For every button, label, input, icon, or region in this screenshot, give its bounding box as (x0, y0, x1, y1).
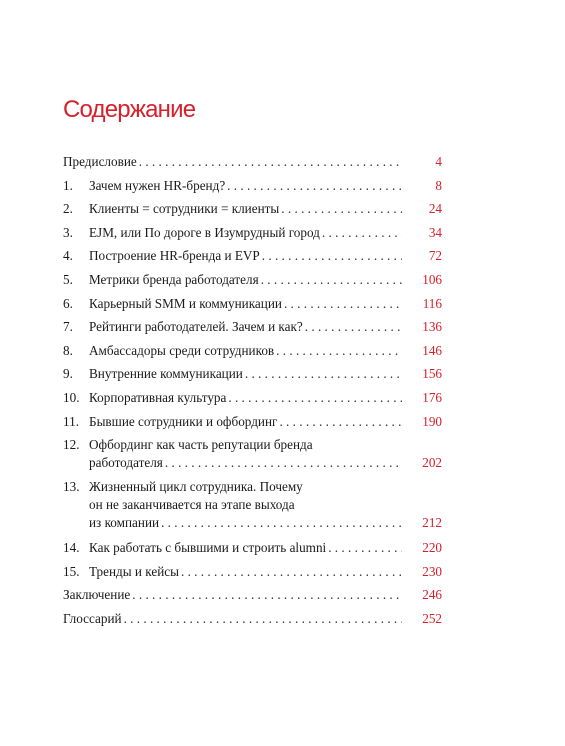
toc-entry-body (89, 539, 442, 557)
toc-entry-leader-row (89, 365, 442, 383)
toc-entry-body (89, 271, 442, 289)
toc-entry-body (89, 342, 442, 360)
toc-entry-page-number: 156 (422, 366, 442, 382)
toc-entry-page-number: 72 (428, 248, 442, 264)
toc-entry-number: 11. (63, 413, 79, 429)
toc-entry-title-line: Карьерный SMM и коммуникации (89, 295, 282, 311)
toc-entry-leader-row (89, 247, 442, 265)
toc-entry[interactable] (63, 177, 442, 195)
toc-entry-page-number: 190 (422, 413, 442, 429)
dot-leader (261, 271, 402, 289)
toc-entry-number: 1. (63, 177, 73, 193)
dot-leader (139, 153, 402, 171)
toc-entry-body (89, 563, 442, 581)
dot-leader (276, 342, 402, 360)
toc-entry-number: 10. (63, 389, 80, 405)
table-of-contents (63, 153, 442, 634)
toc-entry[interactable] (63, 224, 442, 242)
dot-leader (132, 586, 402, 604)
toc-entry-leader-row (89, 318, 442, 336)
toc-entry-body (89, 389, 442, 407)
toc-entry[interactable] (63, 389, 442, 407)
toc-entry-body (89, 318, 442, 336)
dot-leader (328, 539, 402, 557)
dot-leader (305, 318, 402, 336)
toc-entry-body (89, 177, 442, 195)
toc-entry[interactable] (63, 200, 442, 218)
toc-entry-title-line: Зачем нужен HR-бренд? (89, 177, 226, 193)
dot-leader (227, 177, 402, 195)
toc-entry-body (63, 586, 442, 604)
dot-leader (281, 200, 402, 218)
toc-entry-body (89, 413, 442, 431)
toc-entry-page-number: 24 (428, 201, 442, 217)
toc-entry[interactable] (63, 342, 442, 360)
toc-entry-title-line: работодателя (89, 455, 163, 471)
toc-entry-page-number: 212 (422, 515, 442, 531)
toc-entry-page-number: 146 (422, 342, 442, 358)
toc-entry-number: 12. (63, 437, 80, 453)
toc-entry-title-line: EJM, или По дороге в Изумрудный город (89, 224, 320, 240)
toc-entry-number: 13. (63, 479, 80, 495)
toc-entry-body (89, 200, 442, 218)
toc-entry-title-line: Бывшие сотрудники и офбординг (89, 413, 278, 429)
toc-entry-leader-row (89, 539, 442, 557)
toc-entry-page-number: 136 (422, 319, 442, 335)
dot-leader (322, 224, 402, 242)
toc-entry-leader-row (89, 454, 442, 472)
toc-entry-title-line: Метрики бренда работодателя (89, 271, 259, 287)
toc-entry-leader-row (89, 200, 442, 218)
toc-entry[interactable] (63, 318, 442, 336)
toc-entry-title-line: Внутренние коммуникации (89, 366, 243, 382)
dot-leader (161, 514, 402, 532)
toc-entry[interactable] (63, 295, 442, 313)
toc-entry-title-line: Построение HR-бренда и EVP (89, 248, 260, 264)
toc-entry-page-number: 202 (422, 455, 442, 471)
toc-entry-title-line: Предисловие (63, 154, 137, 169)
toc-entry[interactable] (63, 478, 442, 532)
toc-entry-title-line: Заключение (63, 587, 131, 603)
toc-entry-page-number: 4 (435, 154, 442, 169)
toc-entry-title-line: Тренды и кейсы (89, 563, 179, 579)
toc-entry[interactable] (63, 247, 442, 265)
toc-entry-leader-row (63, 610, 442, 628)
toc-entry-number: 6. (63, 295, 73, 311)
toc-entry-leader-row (89, 177, 442, 195)
toc-entry-body (63, 610, 442, 628)
toc-entry-title-line: Жизненный цикл сотрудника. Почему (89, 479, 303, 495)
toc-entry-leader-row (63, 153, 442, 171)
toc-entry[interactable] (63, 539, 442, 557)
toc-entry-title-line: Офбординг как часть репутации бренда (89, 437, 313, 453)
dot-leader (279, 413, 402, 431)
toc-entry-title-line: Рейтинги работодателей. Зачем и как? (89, 319, 303, 335)
toc-entry[interactable] (63, 610, 442, 628)
toc-entry[interactable] (63, 563, 442, 581)
toc-entry-body (89, 224, 442, 242)
toc-entry-title-line: он не заканчивается на этапе выхода (89, 497, 295, 513)
toc-entry-number: 14. (63, 540, 80, 556)
toc-entry[interactable] (63, 586, 442, 604)
toc-entry-body (63, 153, 442, 171)
dot-leader (181, 563, 402, 581)
toc-entry-page-number: 246 (422, 587, 442, 603)
toc-entry-title-line: Амбассадоры среди сотрудников (89, 342, 275, 358)
toc-entry-body (89, 295, 442, 313)
toc-entry-number: 5. (63, 271, 73, 287)
dot-leader (228, 389, 402, 407)
toc-entry-leader-row (89, 295, 442, 313)
toc-entry-leader-row (89, 413, 442, 431)
dot-leader (124, 610, 402, 628)
toc-entry-number: 9. (63, 366, 73, 382)
toc-entry-page-number: 116 (422, 295, 442, 311)
toc-entry-page-number: 220 (422, 540, 442, 556)
toc-entry-body (89, 436, 442, 472)
page-title: Содержание (63, 96, 196, 123)
dot-leader (245, 365, 402, 383)
toc-entry-leader-row (89, 271, 442, 289)
toc-entry[interactable] (63, 153, 442, 171)
dot-leader (165, 454, 402, 472)
toc-entry[interactable] (63, 365, 442, 383)
toc-entry-page-number: 230 (422, 563, 442, 579)
toc-entry-title-line: Глоссарий (63, 610, 122, 626)
toc-entry-body (89, 478, 442, 532)
toc-entry-leader-row (89, 563, 442, 581)
toc-entry-title-line: Клиенты = сотрудники = клиенты (89, 201, 280, 217)
toc-entry-page-number: 8 (435, 177, 442, 193)
toc-entry-leader-row (89, 389, 442, 407)
toc-entry-number: 3. (63, 224, 73, 240)
toc-entry[interactable] (63, 436, 442, 472)
toc-entry-title-line: из компании (89, 515, 160, 531)
toc-entry-number: 4. (63, 248, 73, 264)
toc-entry-page-number: 106 (422, 271, 442, 287)
toc-entry-page-number: 34 (428, 224, 442, 240)
toc-entry-page-number: 176 (422, 389, 442, 405)
toc-entry-number: 2. (63, 201, 73, 217)
toc-entry-leader-row (89, 514, 442, 532)
dot-leader (284, 295, 402, 313)
toc-entry[interactable] (63, 413, 442, 431)
toc-entry-title-line: Корпоративная культура (89, 389, 227, 405)
dot-leader (262, 247, 402, 265)
toc-entry-title-line: Как работать с бывшими и строить alumni (89, 540, 327, 556)
toc-entry[interactable] (63, 271, 442, 289)
toc-entry-number: 7. (63, 319, 73, 335)
toc-entry-body (89, 247, 442, 265)
toc-entry-leader-row (89, 224, 442, 242)
toc-entry-leader-row (89, 342, 442, 360)
toc-entry-number: 8. (63, 342, 73, 358)
toc-entry-leader-row (63, 586, 442, 604)
toc-entry-number: 15. (63, 563, 80, 579)
toc-entry-page-number: 252 (422, 610, 442, 626)
toc-entry-body (89, 365, 442, 383)
